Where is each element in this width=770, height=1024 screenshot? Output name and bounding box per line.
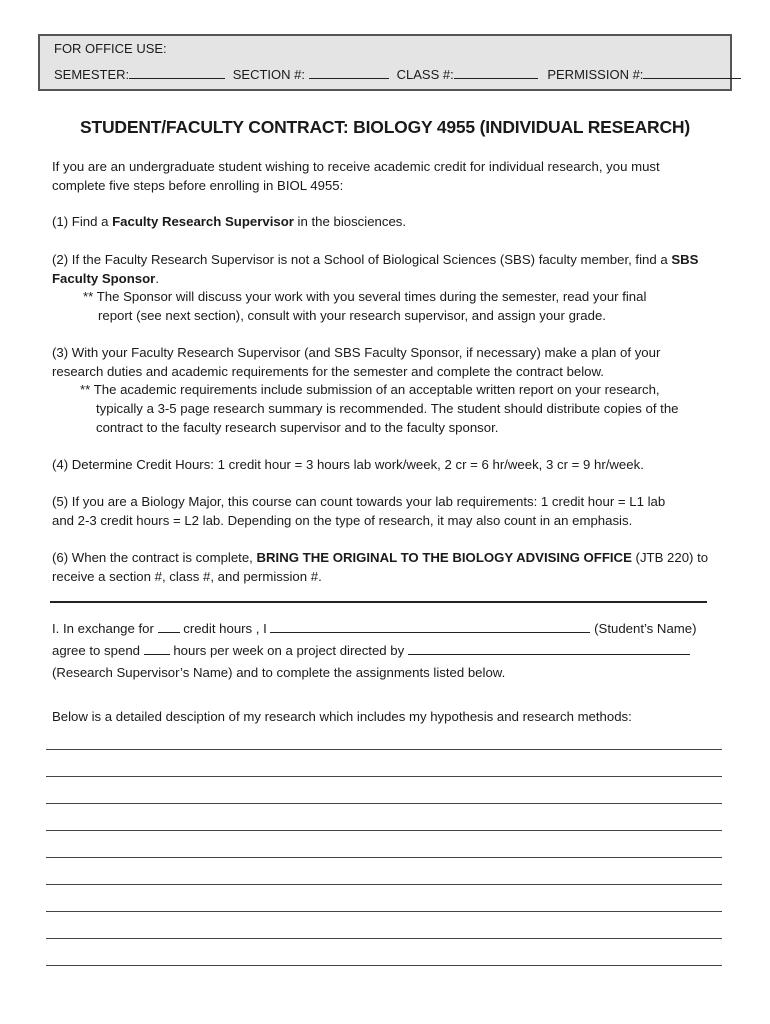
step-2-sponsor-bold: Faculty Sponsor (52, 270, 156, 286)
page-title: STUDENT/FACULTY CONTRACT: BIOLOGY 4955 (INDIVIDUAL RESEARCH) (80, 117, 690, 137)
credit-hours-field[interactable] (158, 621, 180, 633)
class-field[interactable] (454, 67, 538, 79)
step-6-bold: BRING THE ORIGINAL TO THE BIOLOGY ADVISING OFFICE (256, 550, 632, 565)
step-6-line-2: receive a section #, class #, and permission #. (52, 568, 322, 584)
intro-line-2: complete five steps before enrolling in BIOL 4955: (52, 177, 344, 193)
contract-line-1 (52, 620, 732, 639)
step-2 (52, 251, 732, 288)
contract-l1-c: (Student’s Name) (590, 621, 697, 636)
description-line[interactable] (46, 857, 722, 858)
step-1-post: in the biosciences. (293, 214, 407, 229)
class-label: CLASS #: (396, 67, 454, 82)
section-label: SECTION #: (232, 67, 305, 82)
step-6 (52, 549, 732, 586)
contract-l2-b: hours per week on a project directed by (169, 643, 408, 658)
step-2-sbs-bold: SBS (671, 252, 699, 267)
step-2-note-2: report (see next section), consult with your research supervisor, and assign your grade. (98, 308, 606, 323)
semester-field[interactable] (129, 67, 225, 79)
step-1 (52, 213, 732, 232)
step-3-note-2: typically a 3-5 page research summary is recommended. The student should distribute copies of the (96, 401, 679, 416)
section-divider (50, 601, 707, 603)
contract-line-2 (52, 642, 732, 661)
step-2-line-2-post: . (155, 270, 159, 286)
intro-paragraph (52, 158, 732, 195)
office-use-title: FOR OFFICE USE: (54, 41, 167, 56)
description-line[interactable] (46, 803, 722, 804)
step-2-note-1: ** The Sponsor will discuss your work with you several times during the semester, read your final (83, 289, 647, 304)
step-3-line-2: research duties and academic requirements for the semester and complete the contract below. (52, 363, 604, 379)
step-2-line-1: (2) If the Faculty Research Supervisor is not a School of Biological Sciences (SBS) faculty member, find a (52, 252, 672, 267)
description-line[interactable] (46, 776, 722, 777)
description-line[interactable] (46, 830, 722, 831)
hours-per-week-field[interactable] (144, 643, 170, 655)
description-line[interactable] (46, 884, 722, 885)
description-line[interactable] (46, 965, 722, 966)
description-line[interactable] (46, 938, 722, 939)
step-3 (52, 344, 732, 381)
description-line[interactable] (46, 749, 722, 750)
office-use-box (38, 34, 732, 91)
step-4: (4) Determine Credit Hours: 1 credit hour = 3 hours lab work/week, 2 cr = 6 hr/week, 3 cr = 9 hr/week. (52, 457, 644, 472)
step-6-post: (JTB 220) to (631, 550, 709, 565)
intro-line-1: If you are an undergraduate student wishing to receive academic credit for individual research, you must (52, 159, 660, 174)
contract-l2-a: agree to spend (52, 643, 144, 658)
section-field[interactable] (309, 67, 389, 79)
step-3-note-1: ** The academic requirements include submission of an acceptable written report on your research, (80, 382, 660, 397)
step-5-line-1: (5) If you are a Biology Major, this course can count towards your lab requirements: 1 credit hour = L1 lab (52, 494, 666, 509)
description-prompt: Below is a detailed desciption of my research which includes my hypothesis and research methods: (52, 709, 632, 724)
permission-label: PERMISSION #: (547, 67, 644, 82)
contract-l1-b: credit hours , I (179, 621, 271, 636)
permission-field[interactable] (643, 67, 741, 79)
description-line[interactable] (46, 911, 722, 912)
step-3-line-1: (3) With your Faculty Research Supervisor (and SBS Faculty Sponsor, if necessary) make a plan of your (52, 345, 661, 360)
step-3-note-3: contract to the faculty research supervisor and to the faculty sponsor. (96, 420, 499, 435)
semester-label: SEMESTER: (54, 67, 130, 82)
step-5 (52, 493, 732, 530)
office-use-fields (54, 67, 741, 82)
contract-line-3: (Research Supervisor’s Name) and to complete the assignments listed below. (52, 665, 506, 680)
contract-l1-a: I. In exchange for (52, 621, 158, 636)
step-1-pre: (1) Find a (52, 214, 113, 229)
step-5-line-2: and 2-3 credit hours = L2 lab. Depending on the type of research, it may also count in an emphasis. (52, 512, 633, 528)
step-1-bold: Faculty Research Supervisor (112, 214, 294, 229)
supervisor-name-field[interactable] (408, 643, 690, 655)
student-name-field[interactable] (270, 621, 590, 633)
step-6-pre: (6) When the contract is complete, (52, 550, 257, 565)
